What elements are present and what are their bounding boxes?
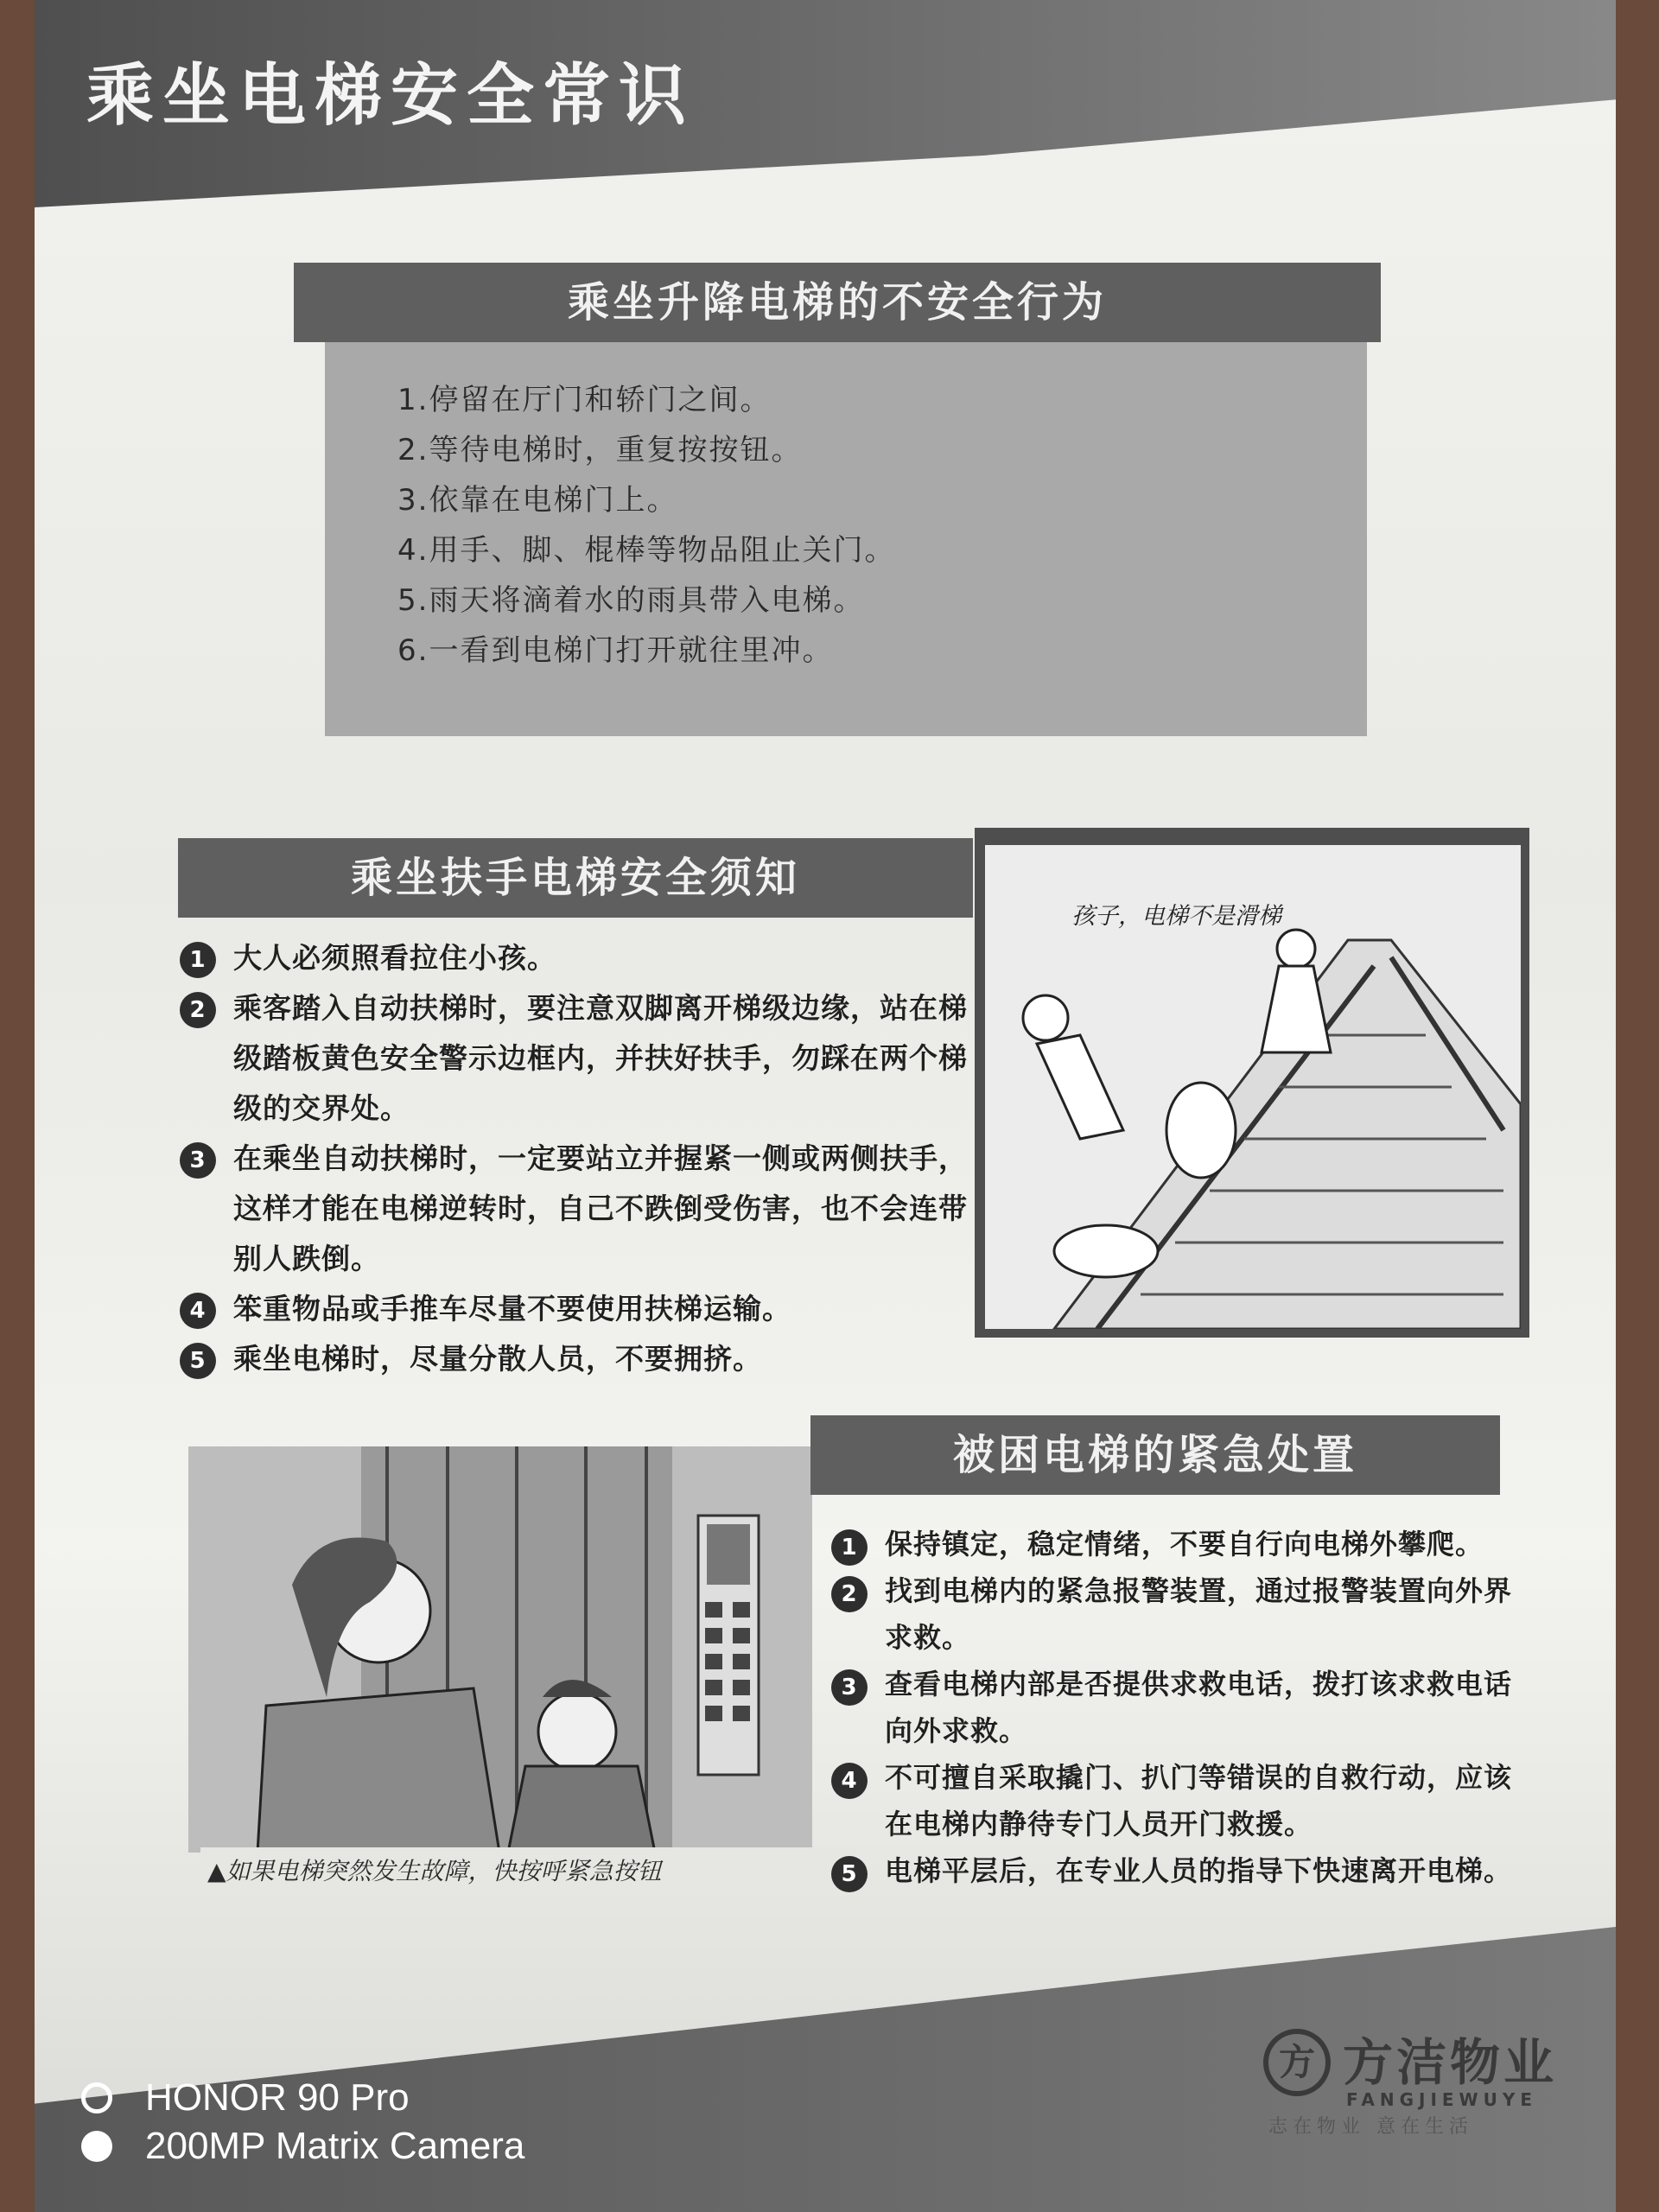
lift-section-heading (294, 263, 1381, 342)
list-item (178, 1134, 973, 1284)
logo-slogan: 志在物业 意在生活 (1268, 2116, 1473, 2138)
list-item-text: 大人必须照看拉住小孩。 (233, 941, 556, 975)
list-item-text: 乘坐电梯时，尽量分散人员，不要拥挤。 (233, 1342, 762, 1376)
number-badge: 3 (180, 1142, 216, 1179)
list-item (178, 1334, 973, 1384)
watermark-camera: 200MP Matrix Camera (145, 2125, 525, 2167)
list-item (830, 1567, 1538, 1661)
number-badge: 4 (180, 1293, 216, 1329)
list-item-text: 找到电梯内的紧急报警装置，通过报警装置向外界求救。 (885, 1574, 1513, 1654)
lift-unsafe-list-panel (325, 342, 1367, 736)
page-title: 乘坐电梯安全常识 (86, 57, 696, 135)
list-item (178, 933, 973, 983)
logo-name-en: FANGJIEWUYE (1346, 2089, 1537, 2110)
elevator-drawing (188, 1446, 812, 1853)
trapped-rules-list (830, 1521, 1538, 1894)
list-item (830, 1521, 1538, 1567)
number-badge: 3 (831, 1669, 868, 1706)
trapped-section-heading-text: 被困电梯的紧急处置 (952, 1431, 1357, 1479)
list-item-text: 乘客踏入自动扶梯时，要注意双脚离开梯级边缘，站在梯级踏板黄色安全警示边框内，并扶好扶手，勿踩在两个梯级的交界处。 (233, 991, 968, 1125)
list-item: 3.依靠在电梯门上。 (397, 483, 678, 518)
watermark-line (81, 2122, 524, 2171)
number-badge: 1 (180, 942, 216, 978)
number-badge: 5 (180, 1343, 216, 1379)
escalator-rules-list (178, 918, 973, 1384)
elevator-illustration (188, 1446, 812, 1853)
logo-mark-icon: 方 (1263, 2029, 1331, 2096)
lift-section-heading-text: 乘坐升降电梯的不安全行为 (567, 278, 1107, 327)
camera-watermark (81, 2074, 524, 2171)
list-item (830, 1847, 1538, 1894)
trapped-section-heading (810, 1415, 1500, 1495)
watermark-model: HONOR 90 Pro (145, 2076, 410, 2119)
safety-poster (35, 0, 1616, 2212)
trapped-rules-panel (830, 1521, 1538, 2005)
illustration-caption: 孩子，电梯不是滑梯 (1071, 903, 1281, 930)
escalator-illustration (975, 828, 1529, 1338)
list-item-text: 保持镇定，稳定情绪，不要自行向电梯外攀爬。 (885, 1528, 1484, 1560)
list-item-text: 电梯平层后，在专业人员的指导下快速离开电梯。 (885, 1854, 1513, 1887)
number-badge: 1 (831, 1529, 868, 1566)
list-item (830, 1754, 1538, 1847)
company-logo (1263, 2017, 1574, 2138)
list-item-text: 笨重物品或手推车尽量不要使用扶梯运输。 (233, 1292, 791, 1325)
list-item: 6.一看到电梯门打开就往里冲。 (397, 633, 834, 668)
escalator-illustration-frame (985, 845, 1521, 1329)
number-badge: 4 (831, 1763, 868, 1799)
escalator-rules-panel (178, 918, 973, 1384)
list-item: 5.雨天将滴着水的雨具带入电梯。 (397, 583, 865, 618)
list-item-text: 不可擅自采取撬门、扒门等错误的自救行动，应该在电梯内静待专门人员开门救援。 (885, 1761, 1513, 1840)
escalator-section-heading (178, 838, 973, 918)
list-item-text: 查看电梯内部是否提供求救电话，拨打该求救电话向外求救。 (885, 1668, 1513, 1747)
ring-icon (81, 2082, 112, 2113)
lift-unsafe-list (325, 342, 1367, 676)
logo-name-cn: 方洁物业 (1343, 2033, 1558, 2092)
list-item: 2.等待电梯时，重复按按钮。 (397, 433, 803, 467)
escalator-section-heading-text: 乘坐扶手电梯安全须知 (350, 854, 800, 902)
list-item (178, 983, 973, 1134)
list-item: 4.用手、脚、棍棒等物品阻止关门。 (397, 533, 896, 568)
number-badge: 2 (831, 1576, 868, 1612)
number-badge: 2 (180, 992, 216, 1028)
watermark-line (81, 2074, 524, 2122)
list-item: 1.停留在厅门和轿门之间。 (397, 383, 772, 417)
list-item (830, 1661, 1538, 1754)
list-item (178, 1284, 973, 1334)
number-badge: 5 (831, 1856, 868, 1892)
dot-icon (81, 2131, 112, 2162)
elevator-illustration-caption: ▲如果电梯突然发生故障，快按呼紧急按钮 (200, 1847, 857, 1896)
list-item-text: 在乘坐自动扶梯时，一定要站立并握紧一侧或两侧扶手，这样才能在电梯逆转时，自己不跌倒受伤害，也不会连带别人跌倒。 (233, 1141, 968, 1275)
